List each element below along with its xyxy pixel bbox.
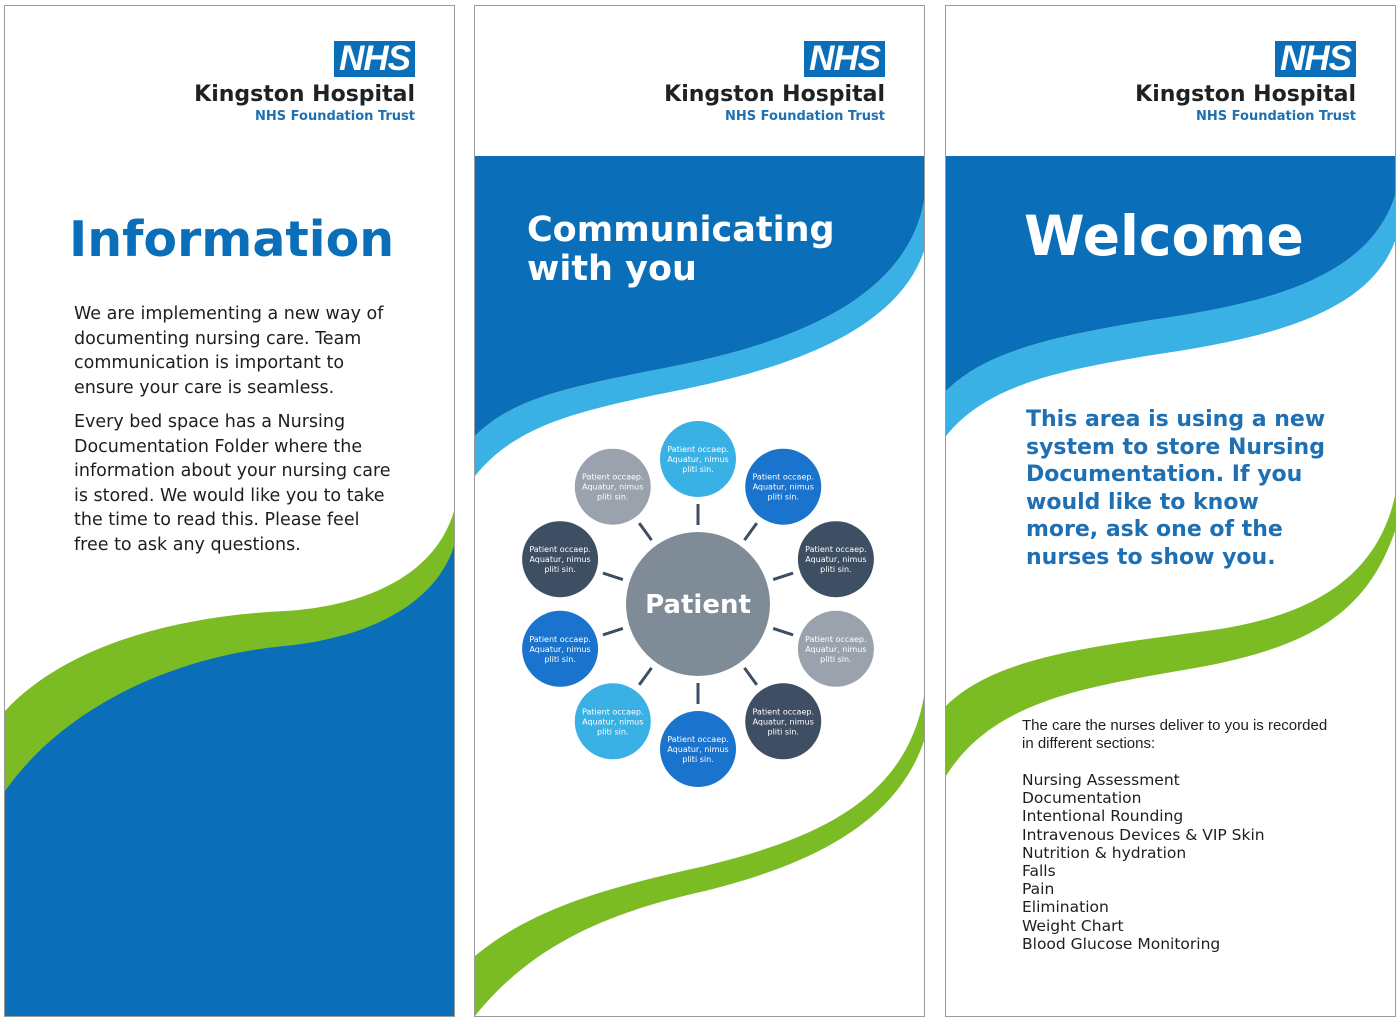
connector-line [603,573,623,579]
patient-node [660,421,736,497]
node-label: Aquatur, nimus [667,745,729,754]
node-label: Aquatur, nimus [529,555,591,565]
node-label: Patient occaep. [752,472,815,482]
welcome-message: This area is using a new system to store Nursing Documentation. If you would like to know more, ask one of the nurses to show you. [1026,407,1326,570]
patient-node [522,611,598,687]
care-sections-list [1022,771,1265,953]
information-body [74,302,394,567]
node-label: Patient occaep. [805,634,867,644]
connector-line [603,628,623,634]
node-label: Patient occaep. [805,545,867,555]
care-section-item: Intentional Rounding [1022,807,1184,826]
node-label: Aquatur, nimus [805,555,867,565]
node-label: Patient occaep. [529,545,591,555]
node-label: Aquatur, nimus [529,644,591,654]
node-label: pliti sin. [544,654,576,664]
panel-information [4,5,455,1017]
paragraph: We are implementing a new way of documenting nursing care. Team communication is important to ensure your care is seamless. [74,304,384,398]
care-intro: The care the nurses deliver to you is recorded in different sections: [1022,717,1328,752]
node-label: Patient occaep. [667,445,729,454]
patient-node [522,521,598,597]
connector-line [773,573,793,579]
nhs-badge: NHS [1275,41,1356,77]
paragraph: Every bed space has a Nursing Documentation Folder where the information about your nursing care is stored. We would like you to take the time to read this. Please feel free to ask any questions. [74,412,391,555]
care-section-item: Pain [1022,880,1055,899]
node-label: Aquatur, nimus [582,482,644,492]
nhs-logo [194,41,415,124]
panel-welcome [945,5,1396,1017]
patient-node [575,683,651,759]
node-label: pliti sin. [597,727,629,737]
page-title: Information [69,211,395,268]
node-label: pliti sin. [820,654,852,664]
connector-line [744,523,756,540]
title-line-1: Communicating [527,210,835,250]
patient-node [660,711,736,787]
trust-name: NHS Foundation Trust [1196,109,1356,124]
trust-name: NHS Foundation Trust [255,109,415,124]
node-label: pliti sin. [767,492,799,502]
nhs-logo [1135,41,1356,124]
node-label: pliti sin. [682,465,714,474]
node-label: Aquatur, nimus [752,717,814,727]
patient-diagram [475,6,924,1016]
patient-node [798,521,874,597]
title-line-2: with you [527,249,697,289]
node-label: Patient occaep. [752,707,815,717]
connector-line [639,668,651,685]
panel-communicating [474,5,925,1017]
node-label: pliti sin. [767,727,799,737]
hospital-name: Kingston Hospital [664,82,885,107]
patient-node [745,449,821,525]
node-label: Patient occaep. [529,634,591,644]
nhs-badge: NHS [334,41,415,77]
connector-line [639,523,651,540]
care-section-item: Nutrition & hydration [1022,843,1187,862]
connector-line [773,628,793,634]
node-label: pliti sin. [820,565,852,575]
nhs-badge: NHS [804,41,885,77]
node-label: Patient occaep. [581,707,644,717]
node-label: Aquatur, nimus [752,482,814,492]
node-label: pliti sin. [597,492,629,502]
connector-line [744,668,756,685]
care-section-item: Falls [1022,862,1056,881]
node-label: Aquatur, nimus [667,455,729,464]
node-label: Patient occaep. [581,472,644,482]
patient-node [798,611,874,687]
hospital-name: Kingston Hospital [194,82,415,107]
node-label: Aquatur, nimus [582,717,644,727]
care-section-item: Documentation [1022,789,1142,808]
page-title: Welcome [1024,204,1304,268]
care-section-item: Nursing Assessment [1022,771,1180,789]
care-section-item: Blood Glucose Monitoring [1022,934,1221,953]
patient-node [575,449,651,525]
node-label: pliti sin. [544,565,576,575]
trust-name: NHS Foundation Trust [725,109,885,124]
node-label: Aquatur, nimus [805,644,867,654]
hospital-name: Kingston Hospital [1135,82,1356,107]
node-label: pliti sin. [682,755,714,764]
patient-label: Patient [645,590,751,620]
care-section-item: Intravenous Devices & VIP Skin [1022,825,1265,844]
care-section-item: Weight Chart [1022,916,1124,935]
care-section-item: Elimination [1022,898,1109,917]
node-label: Patient occaep. [667,735,729,744]
patient-node [745,683,821,759]
